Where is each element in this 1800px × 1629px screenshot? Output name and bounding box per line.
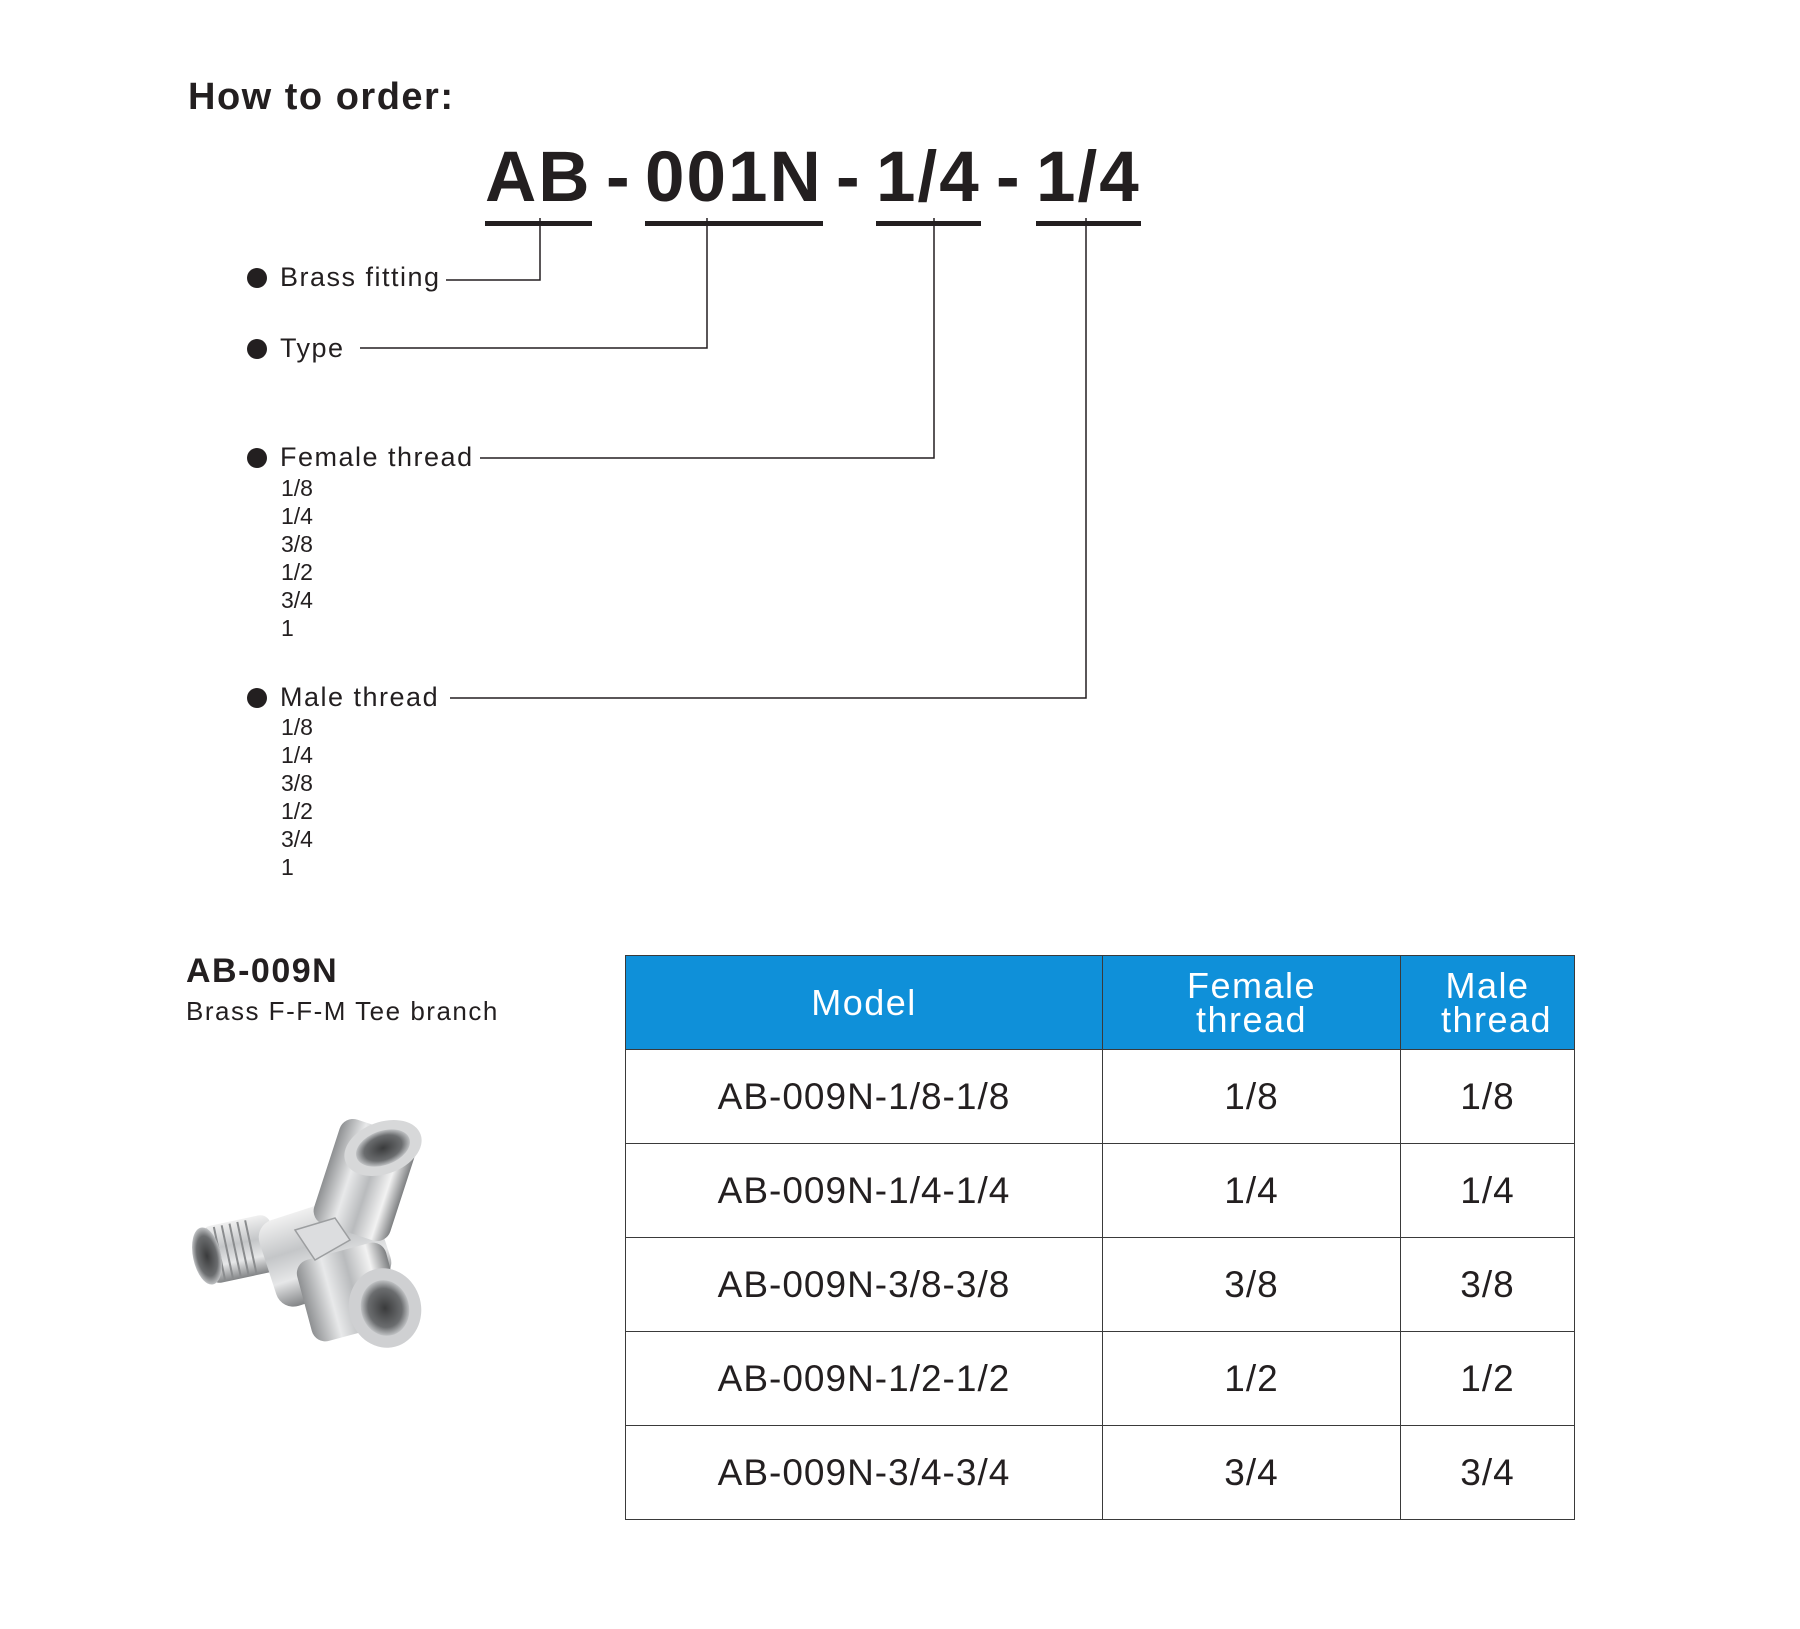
code-part-male-thread: 1/4 [1036,142,1141,213]
code-separator: - [996,138,1022,217]
column-header-male-thread: Male thread [1401,956,1575,1050]
list-item: 3/4 [281,587,313,613]
bullet-icon [247,339,267,359]
bullet-icon [247,448,267,468]
cell-model: AB-009N-1/2-1/2 [626,1332,1103,1426]
code-separator: - [836,138,862,217]
female-thread-values [281,474,313,642]
cell-model: AB-009N-1/4-1/4 [626,1144,1103,1238]
option-brass-fitting: Brass fitting [280,262,441,292]
how-to-order-title: How to order: [188,76,455,118]
column-header-female-thread: Female thread [1103,956,1401,1050]
list-item: 1/8 [281,475,313,501]
cell-male-thread: 1/4 [1401,1144,1575,1238]
code-separator: - [606,138,632,217]
table-row [626,1332,1575,1426]
list-item: 1 [281,854,294,880]
list-item: 1/8 [281,714,313,740]
bullet-icon [247,268,267,288]
code-part-female-thread: 1/4 [876,142,981,213]
list-item: 1/2 [281,559,313,585]
table-row [626,1426,1575,1520]
product-image [185,1110,485,1380]
male-thread-values [281,713,313,881]
option-type: Type [280,333,345,363]
cell-female-thread: 1/4 [1103,1144,1401,1238]
cell-male-thread: 3/4 [1401,1426,1575,1520]
list-item: 1/4 [281,503,313,529]
table-row [626,1238,1575,1332]
list-item: 3/8 [281,770,313,796]
column-header-model: Model [626,956,1103,1050]
list-item: 1 [281,615,294,641]
list-item: 3/8 [281,531,313,557]
list-item: 3/4 [281,826,313,852]
product-model: AB-009N [186,952,339,990]
table-row [626,1050,1575,1144]
option-male-thread: Male thread [280,682,440,712]
cell-model: AB-009N-3/8-3/8 [626,1238,1103,1332]
cell-female-thread: 3/4 [1103,1426,1401,1520]
spec-table [625,955,1575,1520]
cell-model: AB-009N-1/8-1/8 [626,1050,1103,1144]
leader-line-brass-fitting [446,218,540,280]
bullet-icon [247,688,267,708]
list-item: 1/4 [281,742,313,768]
cell-male-thread: 1/8 [1401,1050,1575,1144]
list-item: 1/2 [281,798,313,824]
cell-male-thread: 1/2 [1401,1332,1575,1426]
cell-female-thread: 3/8 [1103,1238,1401,1332]
table-row [626,1144,1575,1238]
cell-female-thread: 1/2 [1103,1332,1401,1426]
cell-model: AB-009N-3/4-3/4 [626,1426,1103,1520]
cell-female-thread: 1/8 [1103,1050,1401,1144]
option-female-thread: Female thread [280,442,474,472]
table-header-row [626,956,1575,1050]
code-part-type: 001N [645,142,823,213]
product-description: Brass F-F-M Tee branch [186,996,499,1026]
cell-male-thread: 3/8 [1401,1238,1575,1332]
code-part-series: AB [485,142,592,213]
